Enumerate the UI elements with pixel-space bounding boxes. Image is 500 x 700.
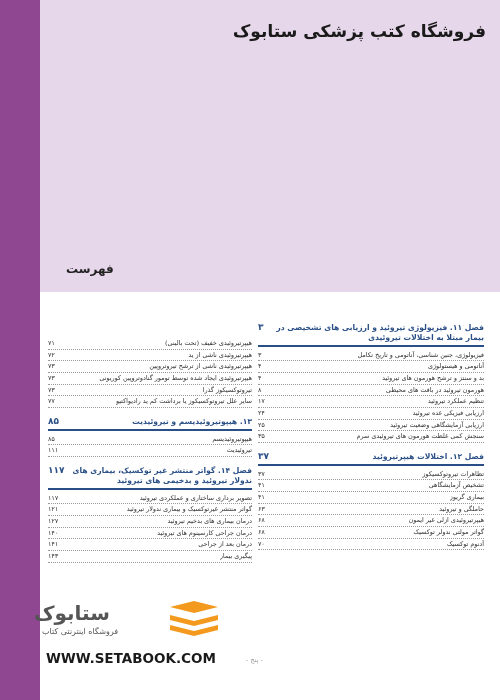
- page-number: - پنج -: [246, 656, 263, 664]
- chapter-rule: [258, 345, 484, 347]
- toc-entry-title: تنظیم عملکرد تیروئید: [427, 397, 484, 406]
- toc-chapter-group: [48, 466, 252, 563]
- toc-entry[interactable]: [48, 493, 252, 505]
- toc-entry-title: درمان جراحی کارسینوم های تیروئید: [157, 528, 252, 537]
- toc-entry-title: ارزیابی فیزیکی غده تیروئید: [412, 408, 484, 417]
- chapter-title: فصل ۱۱. فیزیولوژی تیروئید و ارزیابی های تشخیصی در بیمار مبتلا به اختلالات تیروئیدی: [276, 323, 484, 342]
- toc-entry-title: حاملگی و تیروئید: [439, 504, 484, 513]
- toc-entry-title: هیپرتیروئیدی ازلی غیر ایمون: [408, 516, 484, 525]
- chapter-title: فصل ۱۲. اختلالات هیپرتیروئید: [372, 452, 484, 461]
- chapter-heading[interactable]: [258, 452, 484, 462]
- toc-entry-title: هیپرتیروئیدی ایجاد شده توسط تومور گنادوتروپین کوریونی: [99, 374, 252, 383]
- chapter-rule: [48, 429, 252, 431]
- toc-entry-page: ۱۱۷: [48, 493, 59, 502]
- toc-entry-page: ۷۱: [48, 339, 55, 347]
- toc-entry-page: ۶۸: [258, 527, 265, 536]
- toc-entry[interactable]: [48, 516, 252, 528]
- chapter-page-number: ۳: [258, 323, 264, 333]
- toc-entry-page: ۲۴: [258, 408, 265, 417]
- toc-entry-title: درمان بیماری های بدخیم تیروئید: [167, 516, 252, 525]
- toc-chapter-group: [258, 323, 484, 443]
- toc-entry-title: تیروتوکسیکوز گذرا: [202, 385, 252, 394]
- toc-entry-title: تصویر برداری ساختاری و عملکردی تیروئید: [139, 493, 252, 502]
- toc-entry-page: ۷۰: [258, 539, 265, 548]
- toc-entry-page: ۴۱: [258, 492, 265, 501]
- chapter-heading[interactable]: [48, 417, 252, 427]
- toc-chapter-group: [48, 417, 252, 457]
- decorative-side-bar: [0, 0, 40, 700]
- toc-entry-title: سنجش کمی غلظت هورمون های تیروئیدی سرم: [356, 432, 484, 441]
- toc-entry-title: ارزیابی آزمایشگاهی وضعیت تیروئید: [390, 420, 484, 429]
- toc-entry-title: هیپرتیروئیدی ناشی از ترشح تیروتروپین: [149, 362, 252, 371]
- toc-left-column: [48, 338, 252, 572]
- website-url[interactable]: WWW.SETABOOK.COM: [46, 651, 216, 667]
- toc-entry[interactable]: [258, 480, 484, 492]
- toc-entry[interactable]: [258, 385, 484, 397]
- toc-entry-page: ۴۱: [258, 481, 265, 490]
- setabook-logo: [32, 601, 232, 645]
- toc-entry-title: تیروئیدیت: [226, 446, 252, 455]
- toc-entry-page: ۱۲۷: [48, 516, 59, 525]
- toc-entry[interactable]: [48, 338, 252, 350]
- toc-entry-page: ۱۲۱: [48, 505, 59, 514]
- toc-entry-title: هیپرتیروئیدی ناشی از ید: [188, 350, 252, 359]
- toc-entry-page: ۳۵: [258, 432, 265, 441]
- toc-entry[interactable]: [258, 350, 484, 362]
- toc-entry[interactable]: [48, 434, 252, 446]
- toc-entry-title: فیزیولوژی، جنین شناسی، آناتومی و تاریخ تکامل: [357, 350, 484, 359]
- toc-entry-title: تشخیص آزمایشگاهی: [428, 481, 484, 490]
- toc-entry[interactable]: [258, 539, 484, 551]
- toc-entry[interactable]: [258, 469, 484, 481]
- toc-entry-title: هورمون تیروئید در بافت های محیطی: [385, 385, 484, 394]
- toc-entry[interactable]: [258, 396, 484, 408]
- toc-entry-page: ۶۳: [258, 504, 265, 513]
- chapter-page-number: ۸۵: [48, 417, 59, 428]
- toc-entry-page: ۱۷: [258, 397, 265, 406]
- logo-subtitle: فروشگاه اینترنتی کتاب: [42, 627, 119, 636]
- chapter-heading[interactable]: [258, 323, 484, 343]
- toc-entry-page: ۳: [258, 350, 262, 359]
- toc-entry-page: ۷۲: [48, 350, 55, 359]
- toc-entry-title: گواتر مولتی ندولر توکسیک: [413, 527, 484, 536]
- chapter-page-number: ۳۷: [258, 452, 269, 462]
- logo-wordmark: ستابوک: [34, 601, 110, 625]
- toc-entry[interactable]: [258, 527, 484, 539]
- toc-entry-page: ۷۳: [48, 374, 55, 383]
- toc-entry-page: ۲۵: [258, 420, 265, 429]
- toc-entry-page: ۳۷: [258, 469, 265, 478]
- toc-entry[interactable]: [258, 361, 484, 373]
- toc-entry[interactable]: [48, 539, 252, 551]
- toc-entry-title: آدنوم توکسیک: [446, 539, 484, 548]
- toc-entry-page: ۷۳: [48, 362, 55, 371]
- toc-entry-page: ۷۳: [48, 385, 55, 394]
- chapter-page-number: ۱۱۷: [48, 466, 65, 476]
- toc-entry-title: بیماری گریوز: [449, 492, 484, 501]
- header-band: [40, 0, 500, 292]
- toc-entry-page: ۶۸: [258, 516, 265, 525]
- toc-entry-title: هیپرتیروئیدی خفیف (تحت بالینی): [165, 339, 252, 347]
- toc-entry-page: ۱۱۱: [48, 446, 59, 455]
- toc-entry[interactable]: [258, 408, 484, 420]
- toc-entry[interactable]: [48, 373, 252, 385]
- toc-entry[interactable]: [258, 431, 484, 443]
- toc-entry[interactable]: [258, 504, 484, 516]
- toc-entry-title: تظاهرات تیروتوکسیکوز: [422, 469, 484, 478]
- chapter-rule: [48, 488, 252, 490]
- toc-entry[interactable]: [258, 373, 484, 385]
- book-stack-icon: [166, 601, 222, 641]
- toc-entry[interactable]: [48, 528, 252, 540]
- toc-entry-page: ۸: [258, 385, 262, 394]
- toc-entry[interactable]: [258, 420, 484, 432]
- toc-entry-page: ۸۵: [48, 434, 55, 443]
- toc-entry-page: ۴: [258, 362, 262, 371]
- chapter-rule: [258, 464, 484, 466]
- store-title: فروشگاه کتب پزشکی ستابوک: [232, 22, 486, 42]
- toc-entry-page: ۱۴۳: [48, 551, 59, 560]
- toc-chapter-group: [48, 338, 252, 408]
- toc-title: فهرست: [66, 262, 114, 276]
- chapter-heading[interactable]: [48, 466, 252, 486]
- toc-right-column: [258, 323, 484, 559]
- toc-entry[interactable]: [48, 445, 252, 457]
- toc-entry-title: گواتر منتشر غیرتوکسیک و بیماری ندولار تیروئید: [126, 505, 252, 514]
- toc-entry[interactable]: [258, 515, 484, 527]
- toc-entry-title: آناتومی و هیستولوژی: [427, 362, 484, 371]
- toc-entry-title: هیپوتیروئیدیسم: [212, 434, 252, 443]
- toc-entry[interactable]: [48, 361, 252, 373]
- toc-entry-page: ۱۴۱: [48, 540, 59, 549]
- toc-entry-title: بد و سنتز و ترشح هورمون های تیروئید: [382, 373, 484, 382]
- toc-entry-page: ۴: [258, 373, 262, 382]
- toc-entry[interactable]: [258, 492, 484, 504]
- toc-entry[interactable]: [48, 385, 252, 397]
- toc-entry[interactable]: [48, 504, 252, 516]
- toc-entry-title: درمان بعد از جراحی: [198, 540, 252, 549]
- chapter-title: فصل ۱۴. گواتر منتشر غیر توکسیک، بیماری های ندولار تیروئید و بدخیمی های تیروئید: [72, 466, 252, 485]
- toc-chapter-group: [258, 452, 484, 550]
- toc-entry[interactable]: [48, 350, 252, 362]
- toc-entry-title: سایر علل تیروتوکسیکوز یا برداشت کم ید رادیواکتیو: [115, 397, 252, 406]
- toc-entry[interactable]: [48, 396, 252, 408]
- toc-entry[interactable]: [48, 551, 252, 563]
- toc-entry-page: ۷۷: [48, 397, 55, 406]
- chapter-title: ۱۳. هیپوتیروئیدیسم و تیروئیدیت: [132, 417, 252, 427]
- toc-entry-title: پیگیری بیمار: [219, 551, 252, 560]
- toc-entry-page: ۱۴۰: [48, 528, 59, 537]
